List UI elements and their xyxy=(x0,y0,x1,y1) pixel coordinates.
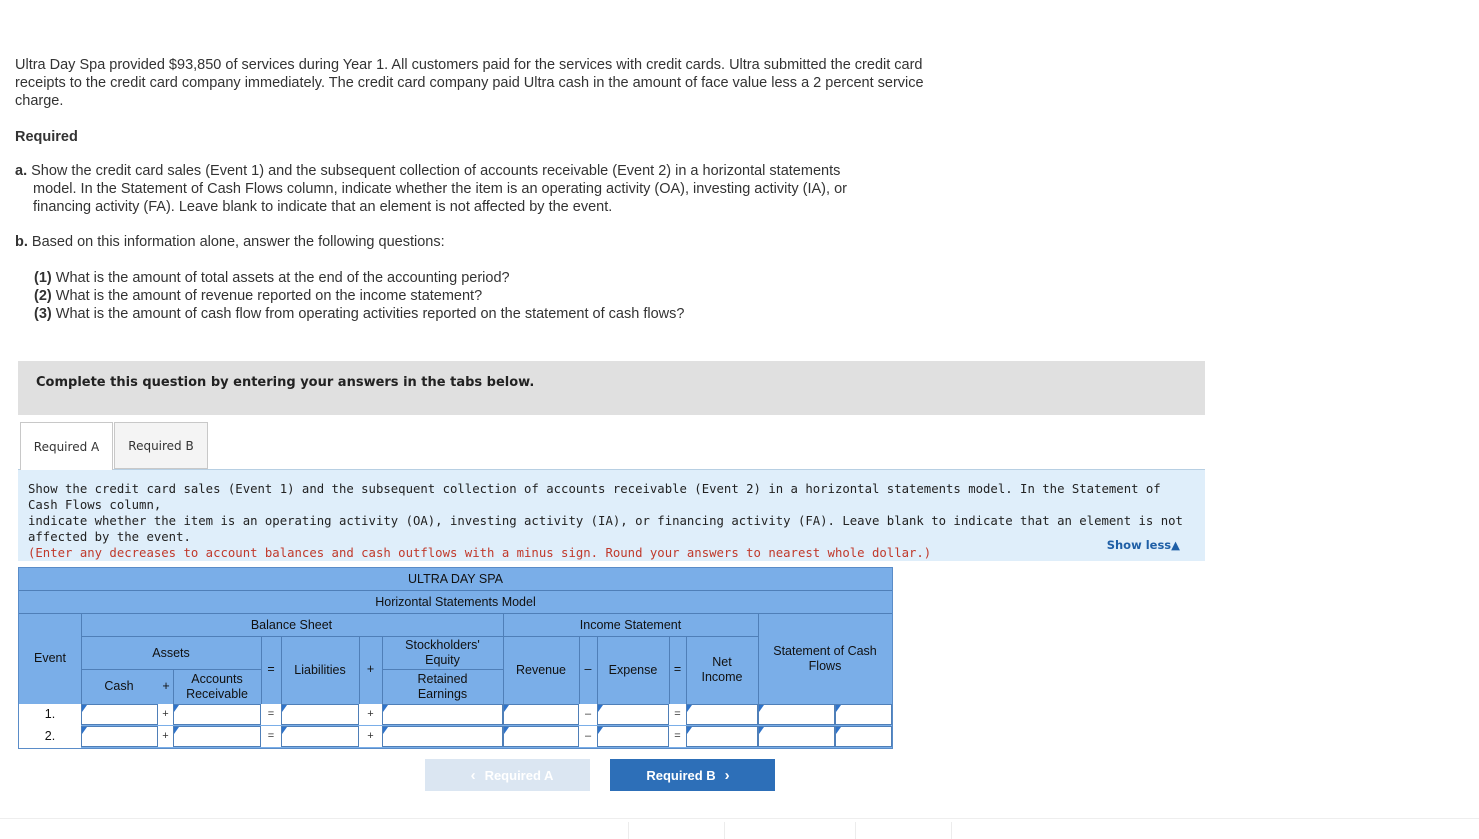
revenue-input-row-1[interactable] xyxy=(503,704,579,725)
plus-sign: + xyxy=(359,704,382,725)
ni-line1: Net xyxy=(712,655,732,669)
previous-tab-button[interactable] xyxy=(425,759,590,791)
revenue-input-row-2[interactable] xyxy=(503,726,579,747)
footer-divider xyxy=(0,818,1479,819)
expense-input-row-1[interactable] xyxy=(597,704,669,725)
next-tab-button[interactable] xyxy=(610,759,775,791)
se-line1: Stockholders' xyxy=(405,638,480,652)
accounts-receivable-input-row-1[interactable] xyxy=(173,704,261,725)
ar-line2: Receivable xyxy=(186,687,248,701)
question-number: (2) xyxy=(34,288,52,304)
plus-sign: + xyxy=(366,662,375,676)
plus-sign: + xyxy=(162,679,170,693)
instructions-line1: Show the credit card sales (Event 1) and the subsequent collection of accounts receivable (Event 2) in a horizontal statements model. In the Statement of Cash Flows column, xyxy=(28,482,1161,512)
instructions-line2: indicate whether the item is an operating activity (OA), investing activity (IA), or financing activity (FA). Leave blank to indicate that an element is not affected by the event. xyxy=(28,514,1183,544)
income-statement-header: Income Statement xyxy=(579,618,682,632)
re-line2: Earnings xyxy=(417,687,468,701)
plus-sign: + xyxy=(359,726,382,747)
chevron-left-icon: ‹ xyxy=(470,766,476,784)
cash-input-row-1[interactable] xyxy=(81,704,158,725)
instruction-banner xyxy=(18,361,1205,415)
tab-required-b[interactable]: Required B xyxy=(114,422,208,469)
stockholders-equity-header xyxy=(382,638,503,668)
requirement-b-text: Based on this information alone, answer the following questions: xyxy=(31,234,445,250)
tab-required-a[interactable]: Required A xyxy=(20,422,113,470)
question-text: What is the amount of revenue reported on the income statement? xyxy=(55,288,483,304)
retained-earnings-input-row-1[interactable] xyxy=(382,704,503,725)
expense-input-row-2[interactable] xyxy=(597,726,669,747)
footer-divider xyxy=(855,822,856,839)
event-row-1-label: 1. xyxy=(19,704,81,726)
footer-divider xyxy=(724,822,725,839)
balance-sheet-header: Balance Sheet xyxy=(250,618,333,632)
equals-sign: = xyxy=(261,726,281,747)
event-row-2-label: 2. xyxy=(19,726,81,748)
requirement-b-label: b. xyxy=(15,234,28,250)
net-income-input-row-2[interactable] xyxy=(686,726,758,747)
accounts-receivable-input-row-2[interactable] xyxy=(173,726,261,747)
equals-sign: = xyxy=(261,704,281,725)
liabilities-input-row-1[interactable] xyxy=(281,704,359,725)
requirement-a-line2: model. In the Statement of Cash Flows column, indicate whether the item is an operating activity (OA), investing activity (IA), or xyxy=(33,181,847,197)
minus-sign: – xyxy=(579,726,597,747)
banner-text: Complete this question by entering your answers in the tabs below. xyxy=(36,375,535,390)
liabilities-input-row-2[interactable] xyxy=(281,726,359,747)
caret-up-icon: ▲ xyxy=(1171,538,1180,552)
scf-line1: Statement of Cash xyxy=(773,644,877,658)
cash-flow-amount-input-row-2[interactable] xyxy=(758,726,835,747)
liabilities-header: Liabilities xyxy=(294,663,346,677)
question-1 xyxy=(34,269,684,287)
question-text: What is the amount of cash flow from operating activities reported on the statement of cash flows? xyxy=(55,306,685,322)
re-line1: Retained xyxy=(417,672,468,686)
expense-header: Expense xyxy=(608,663,658,677)
plus-sign: + xyxy=(158,726,173,747)
requirement-b xyxy=(15,233,445,251)
equals-sign: = xyxy=(669,726,686,747)
cash-flow-amount-input-row-1[interactable] xyxy=(758,704,835,725)
scf-line2: Flows xyxy=(808,659,842,673)
accounts-receivable-header xyxy=(173,672,261,702)
question-list xyxy=(34,269,684,323)
tab-instructions xyxy=(18,469,1205,561)
previous-tab-label: Required A xyxy=(484,767,554,783)
cash-flow-activity-select-row-2[interactable] xyxy=(835,726,892,747)
requirement-a-label: a. xyxy=(15,163,28,179)
next-tab-label: Required B xyxy=(646,767,716,783)
show-less-link[interactable] xyxy=(1107,538,1180,552)
problem-intro: Ultra Day Spa provided $93,850 of services during Year 1. All customers paid for the services with credit cards. Ultra submitted the credit card receipts to the credit card company immediately. The credit card company paid Ultra cash in the amount of face value less a 2 percent service charge. xyxy=(15,57,924,109)
assets-header: Assets xyxy=(152,646,190,660)
minus-sign: – xyxy=(579,704,597,725)
equals-sign: = xyxy=(267,662,275,676)
cash-input-row-2[interactable] xyxy=(81,726,158,747)
chevron-right-icon: › xyxy=(724,766,730,784)
se-line2: Equity xyxy=(425,653,460,667)
net-income-input-row-1[interactable] xyxy=(686,704,758,725)
retained-earnings-input-row-2[interactable] xyxy=(382,726,503,747)
footer-divider xyxy=(951,822,952,839)
cash-header: Cash xyxy=(104,679,134,693)
instructions-text xyxy=(28,481,1193,561)
model-title: Horizontal Statements Model xyxy=(375,595,536,609)
question-number: (1) xyxy=(34,270,52,286)
requirement-a-line1: Show the credit card sales (Event 1) and the subsequent collection of accounts receivable (Event 2) in a horizontal statements xyxy=(31,163,841,179)
retained-earnings-header xyxy=(382,672,503,702)
company-name: ULTRA DAY SPA xyxy=(408,572,503,586)
net-income-header xyxy=(686,655,758,685)
requirement-a-line3: financing activity (FA). Leave blank to indicate that an element is not affected by the event. xyxy=(33,199,613,215)
ar-line1: Accounts xyxy=(191,672,243,686)
equals-sign: = xyxy=(669,704,686,725)
requirement-a xyxy=(15,162,935,216)
show-less-label: Show less xyxy=(1106,538,1172,552)
ni-line2: Income xyxy=(701,670,743,684)
question-2 xyxy=(34,287,684,305)
horizontal-statements-model xyxy=(18,567,893,749)
equals-sign: = xyxy=(673,662,682,676)
question-3 xyxy=(34,305,684,323)
revenue-header: Revenue xyxy=(515,663,567,677)
question-number: (3) xyxy=(34,306,52,322)
statement-of-cash-flows-header xyxy=(758,644,892,674)
required-heading: Required xyxy=(15,129,78,145)
minus-sign: – xyxy=(584,662,592,676)
instructions-note: (Enter any decreases to account balances and cash outflows with a minus sign. Round your answers to nearest whole dollar.) xyxy=(28,546,932,560)
footer-divider xyxy=(628,822,629,839)
cash-flow-activity-select-row-1[interactable] xyxy=(835,704,892,725)
question-text: What is the amount of total assets at the end of the accounting period? xyxy=(55,270,510,286)
event-header: Event xyxy=(34,651,66,665)
plus-sign: + xyxy=(158,704,173,725)
